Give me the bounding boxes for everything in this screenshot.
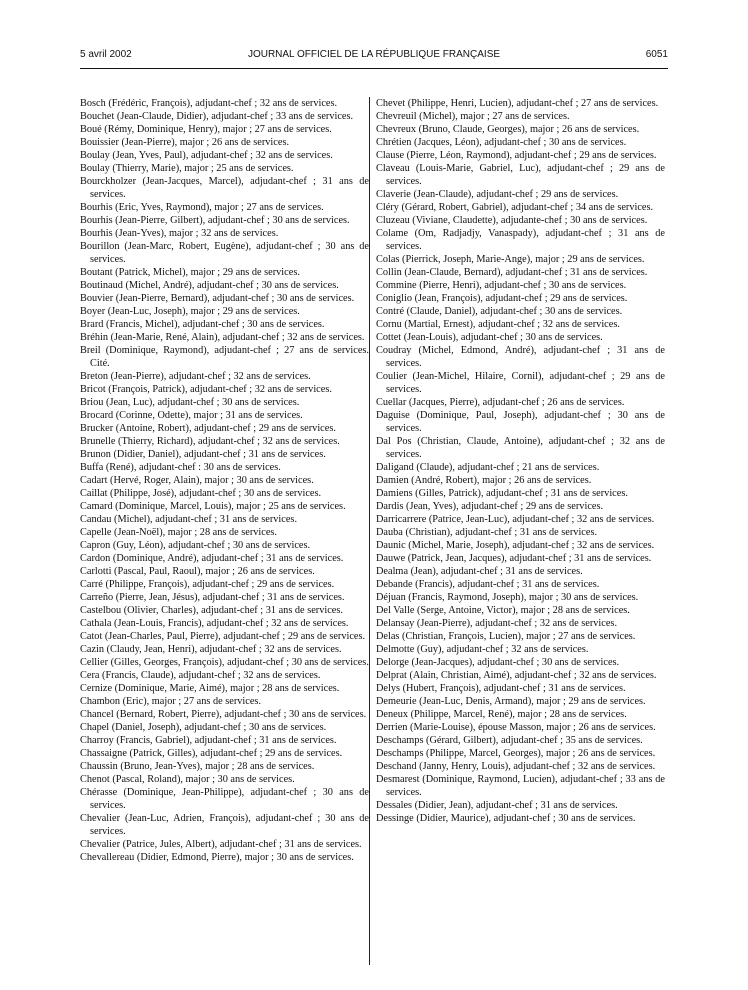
list-item: Delprat (Alain, Christian, Aimé), adjudant-chef ; 32 ans de services. [376, 670, 657, 681]
list-item: Commine (Pierre, Henri), adjudant-chef ; 30 ans de services. [376, 280, 627, 291]
list-item: Del Valle (Serge, Antoine, Victor), major ; 28 ans de services. [376, 605, 630, 616]
list-item: Bosch (Frédéric, François), adjudant-chef ; 32 ans de services. [80, 98, 338, 109]
list-item: Carlotti (Pascal, Paul, Raoul), major ; 26 ans de services. [80, 566, 315, 577]
list-item: Bourhis (Jean-Yves), major ; 32 ans de services. [80, 228, 279, 239]
list-item: Camard (Dominique, Marcel, Louis), major ; 25 ans de services. [80, 501, 346, 512]
list-item: Bréhin (Jean-Marie, René, Alain), adjudant-chef ; 32 ans de services. [80, 332, 365, 343]
list-item: Derrien (Marie-Louise), épouse Masson, major ; 26 ans de services. [376, 722, 656, 733]
list-item: Daligand (Claude), adjudant-chef ; 21 ans de services. [376, 462, 600, 473]
list-item: Cernize (Dominique, Marie, Aimé), major ; 28 ans de services. [80, 683, 340, 694]
list-item: Bourckholzer (Jean-Jacques, Marcel), adjudant-chef ; 31 ans de services. [80, 176, 369, 200]
header-rule [80, 68, 668, 69]
list-item: Damiens (Gilles, Patrick), adjudant-chef ; 31 ans de services. [376, 488, 628, 499]
list-item: Daguise (Dominique, Paul, Joseph), adjudant-chef ; 30 ans de services. [376, 410, 665, 434]
list-item: Dealma (Jean), adjudant-chef ; 31 ans de services. [376, 566, 583, 577]
list-item: Dardis (Jean, Yves), adjudant-chef ; 29 ans de services. [376, 501, 604, 512]
list-item: Cathala (Jean-Louis, Francis), adjudant-chef ; 32 ans de services. [80, 618, 349, 629]
list-item: Delys (Hubert, François), adjudant-chef ; 31 ans de services. [376, 683, 626, 694]
list-item: Brunelle (Thierry, Richard), adjudant-chef ; 32 ans de services. [80, 436, 340, 447]
list-item: Delas (Christian, François, Lucien), major ; 27 ans de services. [376, 631, 636, 642]
list-item: Daunic (Michel, Marie, Joseph), adjudant-chef ; 32 ans de services. [376, 540, 655, 551]
page-header [80, 49, 668, 65]
list-item: Delorge (Jean-Jacques), adjudant-chef ; 30 ans de services. [376, 657, 620, 668]
list-item: Cléry (Gérard, Robert, Gabriel), adjudant-chef ; 34 ans de services. [376, 202, 654, 213]
list-item: Boué (Rémy, Dominique, Henry), major ; 27 ans de services. [80, 124, 332, 135]
list-item: Candau (Michel), adjudant-chef ; 31 ans de services. [80, 514, 298, 525]
list-item: Chevreux (Bruno, Claude, Georges), major ; 26 ans de services. [376, 124, 640, 135]
list-item: Claveau (Louis-Marie, Gabriel, Luc), adjudant-chef ; 29 ans de services. [376, 163, 665, 187]
list-item: Clause (Pierre, Léon, Raymond), adjudant-chef ; 29 ans de services. [376, 150, 657, 161]
list-item: Collin (Jean-Claude, Bernard), adjudant-chef ; 31 ans de services. [376, 267, 648, 278]
list-item: Demeurie (Jean-Luc, Denis, Armand), major ; 29 ans de services. [376, 696, 646, 707]
list-item: Chapel (Daniel, Joseph), adjudant-chef ; 30 ans de services. [80, 722, 327, 733]
list-item: Castelbou (Olivier, Charles), adjudant-chef ; 31 ans de services. [80, 605, 343, 616]
list-item: Carré (Philippe, François), adjudant-chef ; 29 ans de services. [80, 579, 335, 590]
list-item: Chevalier (Patrice, Jules, Albert), adjudant-chef ; 31 ans de services. [80, 839, 362, 850]
journal-title: JOURNAL OFFICIEL DE LA RÉPUBLIQUE FRANÇAISE [247, 49, 501, 60]
list-item: Cardon (Dominique, André), adjudant-chef ; 31 ans de services. [80, 553, 344, 564]
list-item: Bouissier (Jean-Pierre), major ; 26 ans de services. [80, 137, 290, 148]
list-item: Deschamps (Philippe, Marcel, Georges), major ; 26 ans de services. [376, 748, 656, 759]
list-item: Bouvier (Jean-Pierre, Bernard), adjudant-chef ; 30 ans de services. [80, 293, 355, 304]
list-item: Deschamps (Gérard, Gilbert), adjudant-chef ; 35 ans de services. [376, 735, 643, 746]
list-item: Chenot (Pascal, Roland), major ; 30 ans de services. [80, 774, 295, 785]
list-item: Catot (Jean-Charles, Paul, Pierre), adjudant-chef ; 29 ans de services. [80, 631, 366, 642]
list-item: Cuellar (Jacques, Pierre), adjudant-chef ; 26 ans de services. [376, 397, 625, 408]
list-item: Cadart (Hervé, Roger, Alain), major ; 30 ans de services. [80, 475, 314, 486]
list-item: Delansay (Jean-Pierre), adjudant-chef ; 32 ans de services. [376, 618, 618, 629]
list-item: Dessales (Didier, Jean), adjudant-chef ; 31 ans de services. [376, 800, 618, 811]
list-item: Debande (Francis), adjudant-chef ; 31 ans de services. [376, 579, 600, 590]
list-item: Caillat (Philippe, José), adjudant-chef ; 30 ans de services. [80, 488, 322, 499]
list-item: Bourillon (Jean-Marc, Robert, Eugène), adjudant-chef ; 30 ans de services. [80, 241, 369, 265]
list-item: Chevet (Philippe, Henri, Lucien), adjudant-chef ; 27 ans de services. [376, 98, 659, 109]
list-item: Capron (Guy, Léon), adjudant-chef ; 30 ans de services. [80, 540, 311, 551]
list-item: Coudray (Michel, Edmond, André), adjudant-chef ; 31 ans de services. [376, 345, 665, 369]
list-item: Coniglio (Jean, François), adjudant-chef ; 29 ans de services. [376, 293, 628, 304]
list-item: Dauba (Christian), adjudant-chef ; 31 ans de services. [376, 527, 598, 538]
list-item: Bouchet (Jean-Claude, Didier), adjudant-chef ; 33 ans de services. [80, 111, 354, 122]
list-item: Brucker (Antoine, Robert), adjudant-chef ; 29 ans de services. [80, 423, 336, 434]
list-item: Chrétien (Jacques, Léon), adjudant-chef ; 30 ans de services. [376, 137, 627, 148]
list-item: Colas (Pierrick, Joseph, Marie-Ange), major ; 29 ans de services. [376, 254, 645, 265]
list-item: Capelle (Jean-Noël), major ; 28 ans de services. [80, 527, 277, 538]
left-column [80, 97, 369, 864]
list-item: Brunon (Didier, Daniel), adjudant-chef ; 31 ans de services. [80, 449, 326, 460]
list-item: Carreño (Pierre, Jean, Jésus), adjudant-chef ; 31 ans de services. [80, 592, 345, 603]
list-item: Bourhis (Jean-Pierre, Gilbert), adjudant-chef ; 30 ans de services. [80, 215, 350, 226]
list-item: Boulay (Jean, Yves, Paul), adjudant-chef ; 32 ans de services. [80, 150, 333, 161]
list-item: Colame (Om, Radjadjy, Vanaspady), adjudant-chef ; 31 ans de services. [376, 228, 665, 252]
page-number: 6051 [645, 49, 668, 60]
list-item: Dessinge (Didier, Maurice), adjudant-chef ; 30 ans de services. [376, 813, 636, 824]
list-item: Breton (Jean-Pierre), adjudant-chef ; 32 ans de services. [80, 371, 311, 382]
list-item: Chevreuil (Michel), major ; 27 ans de services. [376, 111, 570, 122]
list-item: Cornu (Martial, Ernest), adjudant-chef ; 32 ans de services. [376, 319, 620, 330]
list-item: Deschand (Janny, Henry, Louis), adjudant-chef ; 32 ans de services. [376, 761, 656, 772]
list-item: Chérasse (Dominique, Jean-Philippe), adjudant-chef ; 30 ans de services. [80, 787, 369, 811]
list-item: Bourhis (Eric, Yves, Raymond), major ; 27 ans de services. [80, 202, 324, 213]
list-item: Chancel (Bernard, Robert, Pierre), adjudant-chef ; 30 ans de services. [80, 709, 367, 720]
list-item: Charroy (Francis, Gabriel), adjudant-chef ; 31 ans de services. [80, 735, 337, 746]
list-item: Cluzeau (Viviane, Claudette), adjudante-chef ; 30 ans de services. [376, 215, 648, 226]
list-item: Chambon (Eric), major ; 27 ans de services. [80, 696, 261, 707]
publication-date: 5 avril 2002 [80, 49, 132, 60]
list-item: Breil (Dominique, Raymond), adjudant-chef ; 27 ans de services. Cité. [80, 345, 369, 369]
list-item: Damien (André, Robert), major ; 26 ans de services. [376, 475, 592, 486]
list-item: Darricarrere (Patrice, Jean-Luc), adjudant-chef ; 32 ans de services. [376, 514, 655, 525]
list-item: Cazin (Claudy, Jean, Henri), adjudant-chef ; 32 ans de services. [80, 644, 342, 655]
list-item: Buffa (René), adjudant-chef : 30 ans de services. [80, 462, 281, 473]
list-item: Brard (Francis, Michel), adjudant-chef ; 30 ans de services. [80, 319, 325, 330]
list-item: Boyer (Jean-Luc, Joseph), major ; 29 ans de services. [80, 306, 300, 317]
list-item: Contré (Claude, Daniel), adjudant-chef ; 30 ans de services. [376, 306, 623, 317]
list-item: Claverie (Jean-Claude), adjudant-chef ; 29 ans de services. [376, 189, 619, 200]
list-item: Boulay (Thierry, Marie), major ; 25 ans de services. [80, 163, 294, 174]
list-item: Cottet (Jean-Louis), adjudant-chef ; 30 ans de services. [376, 332, 603, 343]
list-item: Chaussin (Bruno, Jean-Yves), major ; 28 ans de services. [80, 761, 315, 772]
list-item: Desmarest (Dominique, Raymond, Lucien), adjudant-chef ; 33 ans de services. [376, 774, 665, 798]
column-divider [369, 97, 370, 965]
list-item: Delmotte (Guy), adjudant-chef ; 32 ans de services. [376, 644, 589, 655]
list-item: Dal Pos (Christian, Claude, Antoine), adjudant-chef ; 32 ans de services. [376, 436, 665, 460]
list-item: Brocard (Corinne, Odette), major ; 31 ans de services. [80, 410, 303, 421]
list-item: Chevalier (Jean-Luc, Adrien, François), adjudant-chef ; 30 ans de services. [80, 813, 369, 837]
list-item: Briou (Jean, Luc), adjudant-chef ; 30 ans de services. [80, 397, 300, 408]
list-item: Cera (Francis, Claude), adjudant-chef ; 32 ans de services. [80, 670, 321, 681]
list-item: Dauwe (Patrick, Jean, Jacques), adjudant-chef ; 31 ans de services. [376, 553, 652, 564]
list-item: Déjuan (Francis, Raymond, Joseph), major ; 30 ans de services. [376, 592, 639, 603]
list-item: Chevallereau (Didier, Edmond, Pierre), major ; 30 ans de services. [80, 852, 354, 863]
list-item: Boutinaud (Michel, André), adjudant-chef ; 30 ans de services. [80, 280, 339, 291]
right-column [376, 97, 665, 825]
list-item: Chassaigne (Patrick, Gilles), adjudant-chef ; 29 ans de services. [80, 748, 343, 759]
list-item: Cellier (Gilles, Georges, François), adjudant-chef ; 30 ans de services. [80, 657, 369, 668]
list-item: Coulier (Jean-Michel, Hilaire, Cornil), adjudant-chef ; 29 ans de services. [376, 371, 665, 395]
list-item: Boutant (Patrick, Michel), major ; 29 ans de services. [80, 267, 300, 278]
list-item: Deneux (Philippe, Marcel, René), major ; 28 ans de services. [376, 709, 627, 720]
list-item: Bricot (François, Patrick), adjudant-chef ; 32 ans de services. [80, 384, 332, 395]
